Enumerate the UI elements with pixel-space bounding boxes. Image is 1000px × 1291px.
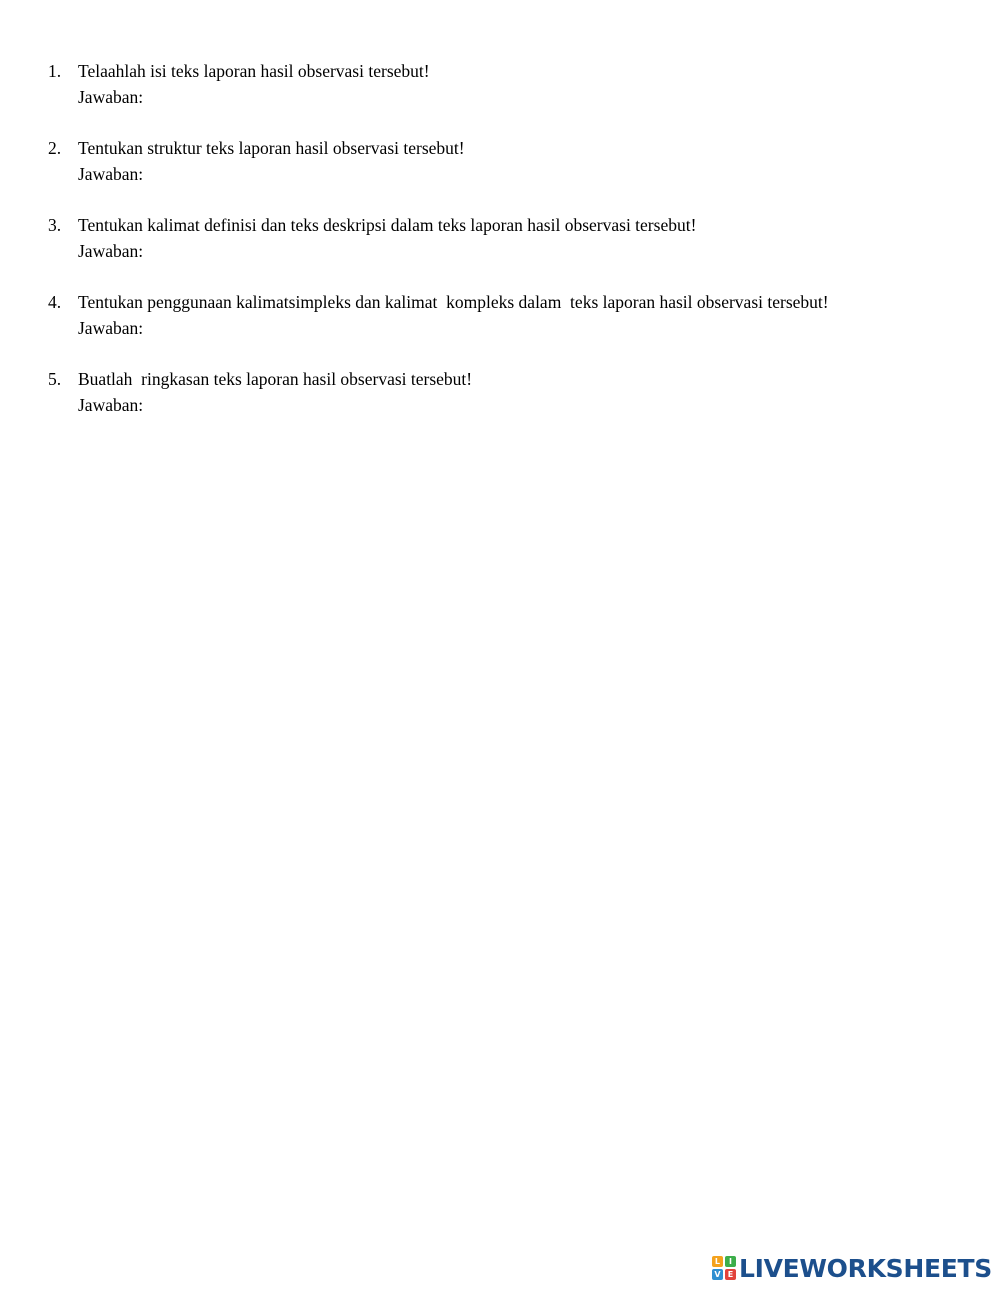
question-item (48, 366, 868, 418)
question-number: 4. (48, 292, 62, 312)
question-number: 3. (48, 215, 62, 235)
question-number: 2. (48, 138, 62, 158)
question-number: 5. (48, 369, 62, 389)
question-text: Tentukan struktur teks laporan hasil observasi tersebut! (78, 138, 465, 158)
logo-block-i: I (725, 1256, 736, 1267)
logo-block-v: V (712, 1269, 723, 1280)
question-text: Telaahlah isi teks laporan hasil observasi tersebut! (78, 61, 430, 81)
question-text: Tentukan kalimat definisi dan teks deskripsi dalam teks laporan hasil observasi tersebut! (78, 215, 697, 235)
question-item (48, 212, 868, 264)
logo-block-e: E (725, 1269, 736, 1280)
question-text: Buatlah ringkasan teks laporan hasil observasi tersebut! (78, 369, 473, 389)
answer-label: Jawaban: (78, 395, 144, 415)
question-item (48, 289, 868, 341)
logo-block-l: L (712, 1256, 723, 1267)
question-number: 1. (48, 61, 62, 81)
answer-label: Jawaban: (78, 318, 144, 338)
answer-label: Jawaban: (78, 241, 144, 261)
logo-text: LIVEWORKSHEETS (738, 1253, 992, 1283)
question-list (48, 58, 868, 443)
question-item (48, 135, 868, 187)
liveworksheets-logo (712, 1253, 992, 1283)
answer-label: Jawaban: (78, 87, 144, 107)
logo-blocks-icon (712, 1256, 736, 1280)
question-text: Tentukan penggunaan kalimatsimpleks dan kalimat kompleks dalam teks laporan hasil observasi tersebut! (78, 292, 829, 312)
question-item (48, 58, 868, 110)
answer-label: Jawaban: (78, 164, 144, 184)
